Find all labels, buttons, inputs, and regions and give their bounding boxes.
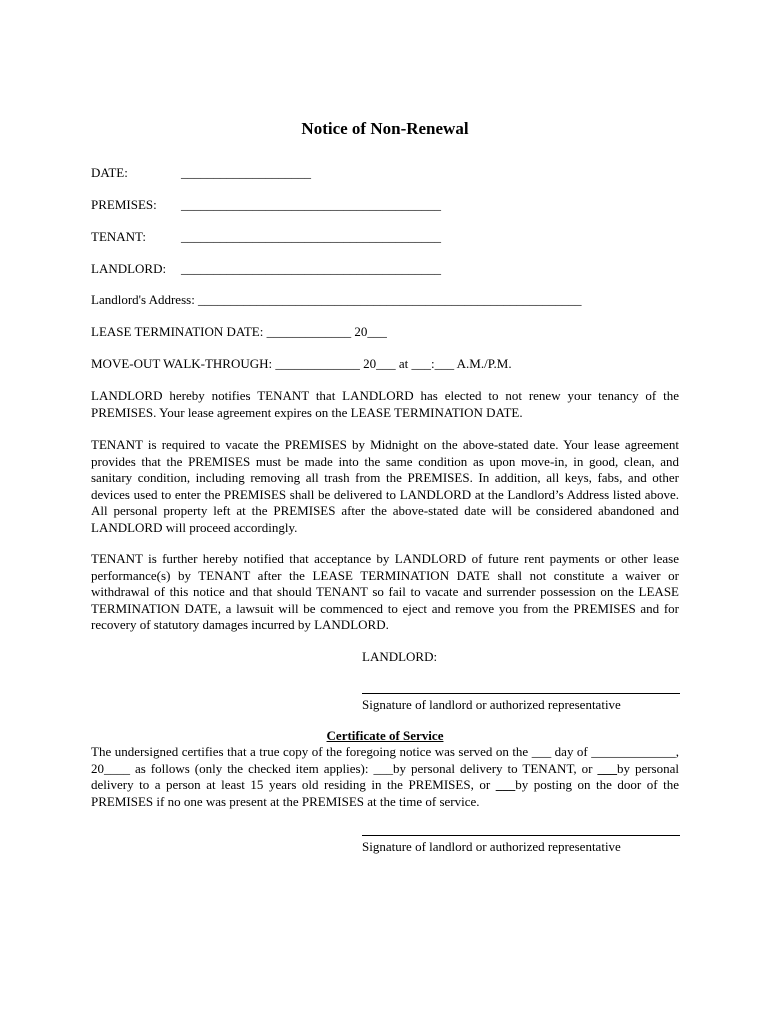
- premises-label: PREMISES:: [91, 197, 157, 212]
- date-field: [91, 165, 311, 181]
- date-label: DATE:: [91, 165, 128, 180]
- document-title: Notice of Non-Renewal: [301, 119, 469, 138]
- landlord-label: LANDLORD:: [91, 261, 167, 276]
- landlord-signature-label: LANDLORD:: [362, 649, 438, 664]
- certificate-text-part2: by personal delivery to a person at least 15 years old residing in the PREMISES, or: [91, 760, 679, 792]
- landlord-blank: ________________________________________: [181, 261, 441, 276]
- signature-line-1: [362, 693, 680, 694]
- premises-blank: ________________________________________: [181, 197, 441, 212]
- certificate-text-part3: by posting on the door of the PREMISES if no one was present at the PREMISES at the time of service.: [91, 777, 679, 809]
- signature-line-2: [362, 835, 680, 836]
- move-out-field: MOVE-OUT WALK-THROUGH: _____________ 20___ at ___:___ A.M./P.M.: [91, 356, 512, 371]
- certificate-text-part1: The undersigned certifies that a true copy of the foregoing notice was served on the ___ day of _____________, 20____ as follows (only the checked item applies): ___by personal delivery to TENANT, or: [91, 744, 679, 776]
- certificate-blank-b: ___: [495, 777, 516, 792]
- signature-caption-1: Signature of landlord or authorized representative: [362, 697, 621, 712]
- certificate-title: Certificate of Service: [326, 728, 444, 743]
- certificate-text: [91, 744, 679, 810]
- certificate-blank-a: ___: [597, 760, 617, 776]
- landlord-address-field: Landlord's Address: ___________________________________________________________: [91, 292, 582, 307]
- tenant-label: TENANT:: [91, 229, 146, 244]
- date-blank: ____________________: [181, 165, 311, 180]
- landlord-field: [91, 261, 441, 277]
- premises-field: [91, 197, 441, 213]
- paragraph-notice: LANDLORD hereby notifies TENANT that LANDLORD has elected to not renew your tenancy of the PREMISES. Your lease agreement expires on the LEASE TERMINATION DATE.: [91, 388, 679, 420]
- lease-termination-field: LEASE TERMINATION DATE: _____________ 20___: [91, 324, 387, 339]
- paragraph-vacate: TENANT is required to vacate the PREMISES by Midnight on the above-stated date. Your lease agreement provides that the PREMISES must be made into the same condition as upon move-in, in good, clean, and sanitary condition, including removing all trash from the PREMISES. In addition, all keys, fabs, and other devices used to enter the PREMISES shall be delivered to LANDLORD at the Landlord’s Address listed above. All personal property left at the PREMISES after the above-stated date will be considered abandoned and LANDLORD will proceed accordingly.: [91, 437, 679, 535]
- signature-caption-2: Signature of landlord or authorized representative: [362, 839, 621, 854]
- tenant-field: [91, 229, 441, 245]
- paragraph-waiver: TENANT is further hereby notified that acceptance by LANDLORD of future rent payments or other lease performance(s) by TENANT after the LEASE TERMINATION DATE shall not constitute a waiver or withdrawal of this notice and that should TENANT so fail to vacate and surrender possession on the LEASE TERMINATION DATE, a lawsuit will be commenced to eject and remove you from the PREMISES and for recovery of statutory damages incurred by LANDLORD.: [91, 551, 679, 632]
- tenant-blank: ________________________________________: [181, 229, 441, 244]
